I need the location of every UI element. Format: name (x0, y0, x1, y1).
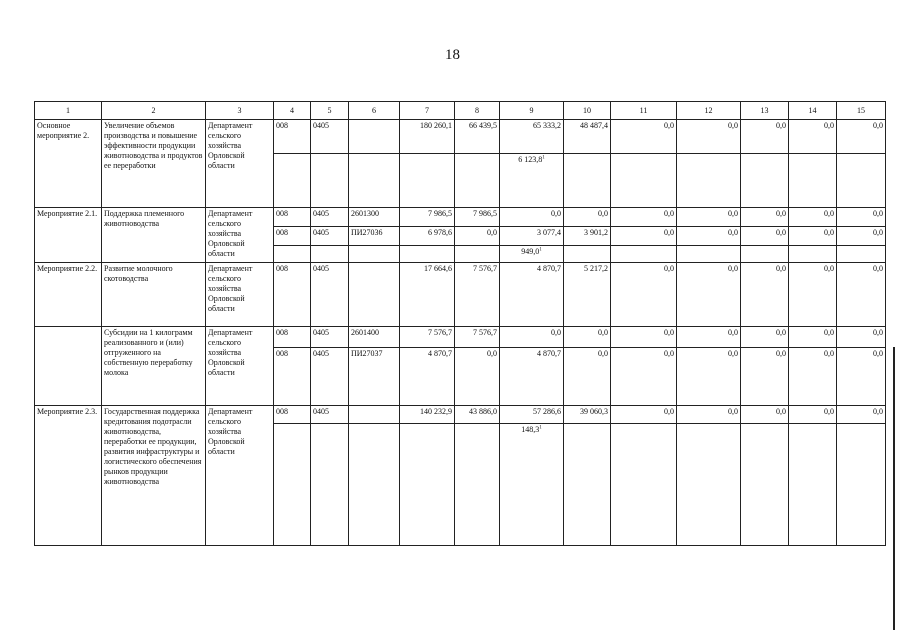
table-cell: 0,0 (837, 327, 886, 348)
table-cell: 0,0 (837, 208, 886, 227)
table-cell: 0,0 (741, 406, 789, 424)
table-cell: 7 576,7 (400, 327, 455, 348)
table-cell: 0,0 (677, 406, 741, 424)
header-cell: 5 (311, 102, 349, 120)
table-cell: ПИ27037 (349, 348, 400, 406)
table-cell: 0,0 (741, 263, 789, 327)
header-cell: 11 (611, 102, 677, 120)
table-cell: 0,0 (741, 348, 789, 406)
header-cell: 14 (789, 102, 837, 120)
table-cell: 0,0 (837, 120, 886, 154)
table-cell: 180 260,1 (400, 120, 455, 154)
table-cell: 0,0 (677, 327, 741, 348)
header-cell: 4 (274, 102, 311, 120)
table-cell: 008 (274, 348, 311, 406)
table-cell: 0405 (311, 120, 349, 154)
table-cell: 0,0 (564, 208, 611, 227)
header-row (35, 102, 886, 120)
table-cell: 0,0 (789, 327, 837, 348)
table-cell: 0,0 (611, 208, 677, 227)
page-number: 18 (445, 47, 460, 63)
table-cell: 0,0 (611, 120, 677, 154)
table-cell (274, 246, 311, 263)
table-cell: 0,0 (677, 348, 741, 406)
row-name-cell: Поддержка племенного животноводства (102, 208, 206, 263)
table-cell (349, 246, 400, 263)
table-cell: 0,0 (611, 327, 677, 348)
table-cell: 4 870,7 (400, 348, 455, 406)
table-cell (789, 246, 837, 263)
table-cell: 0,0 (837, 227, 886, 246)
table-cell: 2601300 (349, 208, 400, 227)
row-name-cell: Развитие молочного скотоводства (102, 263, 206, 327)
table-cell (611, 246, 677, 263)
table-cell: ПИ27036 (349, 227, 400, 246)
table-cell (455, 154, 500, 208)
row-name-cell: Субсидии на 1 килограмм реализованного и (или) отгруженного на собственную переработку молока (102, 327, 206, 406)
table-cell: 0,0 (741, 327, 789, 348)
row-executor-cell: Департамент сельского хозяйства Орловской области (206, 263, 274, 327)
table-cell (455, 424, 500, 546)
table-cell: 65 333,2 (500, 120, 564, 154)
table-cell: 0,0 (500, 208, 564, 227)
scan-edge-line (893, 347, 895, 630)
table-row (35, 327, 886, 348)
table-cell: 0,0 (677, 227, 741, 246)
header-cell: 15 (837, 102, 886, 120)
header-cell: 9 (500, 102, 564, 120)
table-cell (677, 246, 741, 263)
table-cell: 7 986,5 (400, 208, 455, 227)
table-cell: 0,0 (837, 348, 886, 406)
table-cell: 48 487,4 (564, 120, 611, 154)
table-cell (677, 424, 741, 546)
table-cell (400, 424, 455, 546)
table-cell: 0,0 (741, 227, 789, 246)
table-cell: 0,0 (789, 263, 837, 327)
table-cell: 3 077,4 (500, 227, 564, 246)
table-cell: 0,0 (611, 406, 677, 424)
row-executor-cell: Департамент сельского хозяйства Орловской области (206, 406, 274, 546)
table-cell (349, 263, 400, 327)
footnote-value-cell: 148,3$^1$ (500, 424, 564, 546)
table-cell: 4 870,7 (500, 348, 564, 406)
table-cell: 57 286,6 (500, 406, 564, 424)
row-code-cell: Основное мероприятие 2. (35, 120, 102, 208)
row-code-cell: Мероприятие 2.1. (35, 208, 102, 263)
row-name-cell: Государственная поддержка кредитования подотрасли животноводства, переработки ее продукции, развития инфраструктуры и логистического обеспечения рынков продукции животноводства (102, 406, 206, 546)
table-cell (274, 154, 311, 208)
table-cell (611, 154, 677, 208)
table-cell: 4 870,7 (500, 263, 564, 327)
table-cell: 008 (274, 208, 311, 227)
table-cell (400, 154, 455, 208)
header-cell: 3 (206, 102, 274, 120)
row-name-cell: Увеличение объемов производства и повышение эффективности продукции животноводства и продуктов ее переработки (102, 120, 206, 208)
table-cell: 0,0 (564, 348, 611, 406)
table-cell: 43 886,0 (455, 406, 500, 424)
table-cell (349, 154, 400, 208)
header-cell: 1 (35, 102, 102, 120)
table-cell: 0405 (311, 227, 349, 246)
table-cell: 7 576,7 (455, 327, 500, 348)
table-cell: 0405 (311, 208, 349, 227)
row-code-cell: Мероприятие 2.3. (35, 406, 102, 546)
row-code-cell: Мероприятие 2.2. (35, 263, 102, 327)
table-cell: 5 217,2 (564, 263, 611, 327)
header-cell: 13 (741, 102, 789, 120)
table-cell: 0405 (311, 348, 349, 406)
table-cell (741, 246, 789, 263)
header-cell: 12 (677, 102, 741, 120)
table-cell: 0,0 (741, 208, 789, 227)
table-cell: 0,0 (789, 406, 837, 424)
footnote-value-cell: 6 123,8$^1$ (500, 154, 564, 208)
table-cell (837, 154, 886, 208)
table-cell: 0,0 (455, 227, 500, 246)
table-cell (564, 424, 611, 546)
table-cell (349, 424, 400, 546)
table-cell (455, 246, 500, 263)
table-row (35, 120, 886, 154)
table-cell: 7 986,5 (455, 208, 500, 227)
table-cell (274, 424, 311, 546)
table-cell: 140 232,9 (400, 406, 455, 424)
table-cell: 0,0 (564, 327, 611, 348)
table-row (35, 263, 886, 327)
table-cell: 0,0 (837, 263, 886, 327)
table-cell: 0,0 (789, 120, 837, 154)
table-cell: 0405 (311, 263, 349, 327)
table-cell: 0,0 (611, 348, 677, 406)
row-executor-cell: Департамент сельского хозяйства Орловской области (206, 208, 274, 263)
table-cell (564, 154, 611, 208)
table-cell (741, 424, 789, 546)
table-cell: 66 439,5 (455, 120, 500, 154)
header-cell: 7 (400, 102, 455, 120)
table-row (35, 208, 886, 227)
table-cell: 008 (274, 120, 311, 154)
table-cell: 17 664,6 (400, 263, 455, 327)
table-cell: 008 (274, 227, 311, 246)
table-row (35, 406, 886, 424)
row-executor-cell: Департамент сельского хозяйства Орловской области (206, 120, 274, 208)
table-cell: 0,0 (611, 227, 677, 246)
table-cell: 7 576,7 (455, 263, 500, 327)
table-cell: 2601400 (349, 327, 400, 348)
header-cell: 10 (564, 102, 611, 120)
table-cell: 3 901,2 (564, 227, 611, 246)
table-cell: 008 (274, 406, 311, 424)
table-cell: 0,0 (677, 263, 741, 327)
row-executor-cell: Департамент сельского хозяйства Орловской области (206, 327, 274, 406)
table-cell: 0,0 (789, 227, 837, 246)
table-cell: 008 (274, 327, 311, 348)
table-cell (789, 424, 837, 546)
table-cell (349, 120, 400, 154)
table-cell (311, 424, 349, 546)
table-cell (611, 424, 677, 546)
table-cell (837, 424, 886, 546)
table-cell: 0,0 (500, 327, 564, 348)
table-cell: 0,0 (455, 348, 500, 406)
header-cell: 2 (102, 102, 206, 120)
table-cell: 0,0 (837, 406, 886, 424)
table-cell: 0,0 (677, 120, 741, 154)
footnote-value-cell: 949,0$^1$ (500, 246, 564, 263)
table-cell (311, 154, 349, 208)
table-cell: 008 (274, 263, 311, 327)
table-cell (837, 246, 886, 263)
table-cell: 0,0 (789, 348, 837, 406)
table-cell: 39 060,3 (564, 406, 611, 424)
table-cell (400, 246, 455, 263)
table-cell (789, 154, 837, 208)
table-cell: 0,0 (611, 263, 677, 327)
row-code-cell (35, 327, 102, 406)
table-cell (741, 154, 789, 208)
header-cell: 8 (455, 102, 500, 120)
table-cell (311, 246, 349, 263)
table-cell: 0405 (311, 406, 349, 424)
budget-table (34, 101, 886, 546)
table-cell (677, 154, 741, 208)
table-cell: 0,0 (789, 208, 837, 227)
header-cell: 6 (349, 102, 400, 120)
table-cell: 6 978,6 (400, 227, 455, 246)
table-cell: 0,0 (741, 120, 789, 154)
table-cell: 0405 (311, 327, 349, 348)
table-cell (349, 406, 400, 424)
table-cell: 0,0 (677, 208, 741, 227)
table-cell (564, 246, 611, 263)
